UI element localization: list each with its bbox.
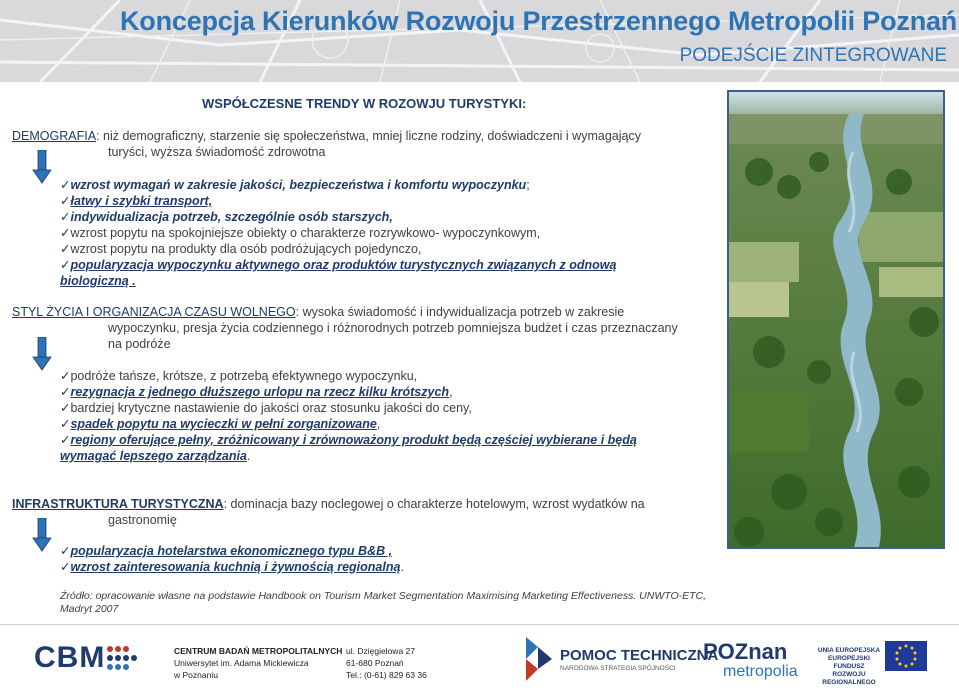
infra-heading: INFRASTRUKTURA TURYSTYCZNA (12, 497, 224, 511)
check-icon: ✓ (60, 560, 71, 574)
metropolia-logo: metropolia (723, 663, 798, 680)
check-icon: ✓ (60, 385, 71, 399)
check-icon: ✓ (60, 258, 71, 272)
demografia-item: ✓wzrost popytu na produkty dla osób podróżujących pojedynczo, (60, 242, 422, 256)
landscape-image (729, 92, 943, 547)
styl-line-1: STYL ŻYCIA I ORGANIZACJA CZASU WOLNEGO: wysoka świadomość i indywidualizacja potrzeb w zakresie (12, 305, 625, 319)
header-banner (0, 0, 959, 82)
pomoc-techniczna-logo-icon (524, 637, 554, 681)
down-arrow-icon (32, 337, 52, 371)
eu-flag-icon (885, 641, 927, 671)
cbm-logo: CBM (34, 641, 106, 674)
styl-item: ✓regiony oferujące pełny, zróżnicowany i zrównoważony produkt będą częściej wybierane i będą (60, 433, 637, 447)
styl-text-3: na podróże (108, 337, 171, 351)
demografia-text-1: : niż demograficzny, starzenie się społeczeństwa, mniej liczne rodziny, doświadczeni i wymagający (96, 129, 641, 143)
demografia-line-1 (12, 128, 641, 144)
styl-item: ✓podróże tańsze, krótsze, z potrzebą efektywnego wypoczynku, (60, 369, 418, 383)
demografia-item: ✓wzrost popytu na spokojniejsze obiekty o charakterze rozrywkowo- wypoczynkowym, (60, 226, 541, 240)
pomoc-techniczna-subtext: NARODOWA STRATEGIA SPÓJNOŚCI (560, 665, 676, 672)
check-icon: ✓ (60, 369, 71, 383)
cbm-dots-icon (106, 645, 140, 675)
section-title: WSPÓŁCZESNE TRENDY W ROZOWJU TURYSTYKI: (202, 96, 527, 111)
check-icon: ✓ (60, 242, 71, 256)
poznan-logo: POZnan (703, 639, 788, 664)
demografia-item: ✓indywidualizacja potrzeb, szczególnie osób starszych, (60, 210, 393, 224)
footer-address: ul. Dzięgielowa 27 61-680 Poznań Tel.: (0-61) 829 63 36 (346, 646, 427, 680)
down-arrow-icon (32, 150, 52, 184)
check-icon: ✓ (60, 544, 71, 558)
check-icon: ✓ (60, 417, 71, 431)
demografia-item-continued: biologiczną . (60, 274, 136, 288)
demografia-item: ✓popularyzacja wypoczynku aktywnego oraz produktów turystycznych związanych z odnową (60, 258, 617, 272)
infra-item: ✓wzrost zainteresowania kuchnią i żywnością regionalną. (60, 560, 404, 574)
check-icon: ✓ (60, 178, 71, 192)
styl-item-continued: wymagać lepszego zarządzania. (60, 449, 251, 463)
river-landscape-photo (727, 90, 945, 549)
demografia-item: ✓łatwy i szybki transport, (60, 194, 213, 208)
check-icon: ✓ (60, 194, 71, 208)
page-subtitle: PODEJŚCIE ZINTEGROWANE (679, 45, 947, 66)
check-icon: ✓ (60, 210, 71, 224)
styl-item: ✓rezygnacja z jednego dłuższego urlopu na rzecz kilku krótszych, (60, 385, 453, 399)
footer (0, 624, 959, 690)
infra-line-1: INFRASTRUKTURA TURYSTYCZNA: dominacja bazy noclegowej o charakterze hotelowym, wzrost wydatków na (12, 497, 645, 511)
demografia-heading: DEMOGRAFIA (12, 129, 97, 143)
styl-item: ✓spadek popytu na wycieczki w pełni zorganizowane, (60, 417, 381, 431)
styl-text-2: wypoczynku, presja życia codziennego i różnorodnych potrzeb pomniejsza budżet i czas przeznaczany (108, 321, 678, 335)
source-note: Źródło: opracowanie własne na podstawie Handbook on Tourism Market Segmentation Maximising Marketing Effectiveness. UNWTO-ETC, Madryt 2007 (60, 590, 707, 615)
footer-institution: CENTRUM BADAŃ METROPOLITALNYCH Uniwersytet im. Adama Mickiewicza w Poznaniu (174, 646, 343, 680)
demografia-item: ✓wzrost wymagań w zakresie jakości, bezpieczeństwa i komfortu wypoczynku; (60, 178, 530, 192)
page-title: Koncepcja Kierunków Rozwoju Przestrzennego Metropolii Poznań (120, 6, 958, 36)
check-icon: ✓ (60, 401, 71, 415)
check-icon: ✓ (60, 226, 71, 240)
styl-heading: STYL ŻYCIA I ORGANIZACJA CZASU WOLNEGO (12, 305, 296, 319)
down-arrow-icon (32, 518, 52, 552)
check-icon: ✓ (60, 433, 71, 447)
pomoc-techniczna-text: POMOC TECHNICZNA (560, 647, 719, 664)
styl-item: ✓bardziej krytyczne nastawienie do jakości oraz stosunku jakości do ceny, (60, 401, 472, 415)
infra-item: ✓popularyzacja hotelarstwa ekonomicznego typu B&B , (60, 544, 393, 558)
infra-text-2: gastronomię (108, 513, 177, 527)
eu-fund-text: UNIA EUROPEJSKA EUROPEJSKI FUNDUSZ ROZWOJU REGIONALNEGO (817, 647, 881, 686)
demografia-text-2: turyści, wyższa świadomość zdrowotna (108, 145, 326, 159)
